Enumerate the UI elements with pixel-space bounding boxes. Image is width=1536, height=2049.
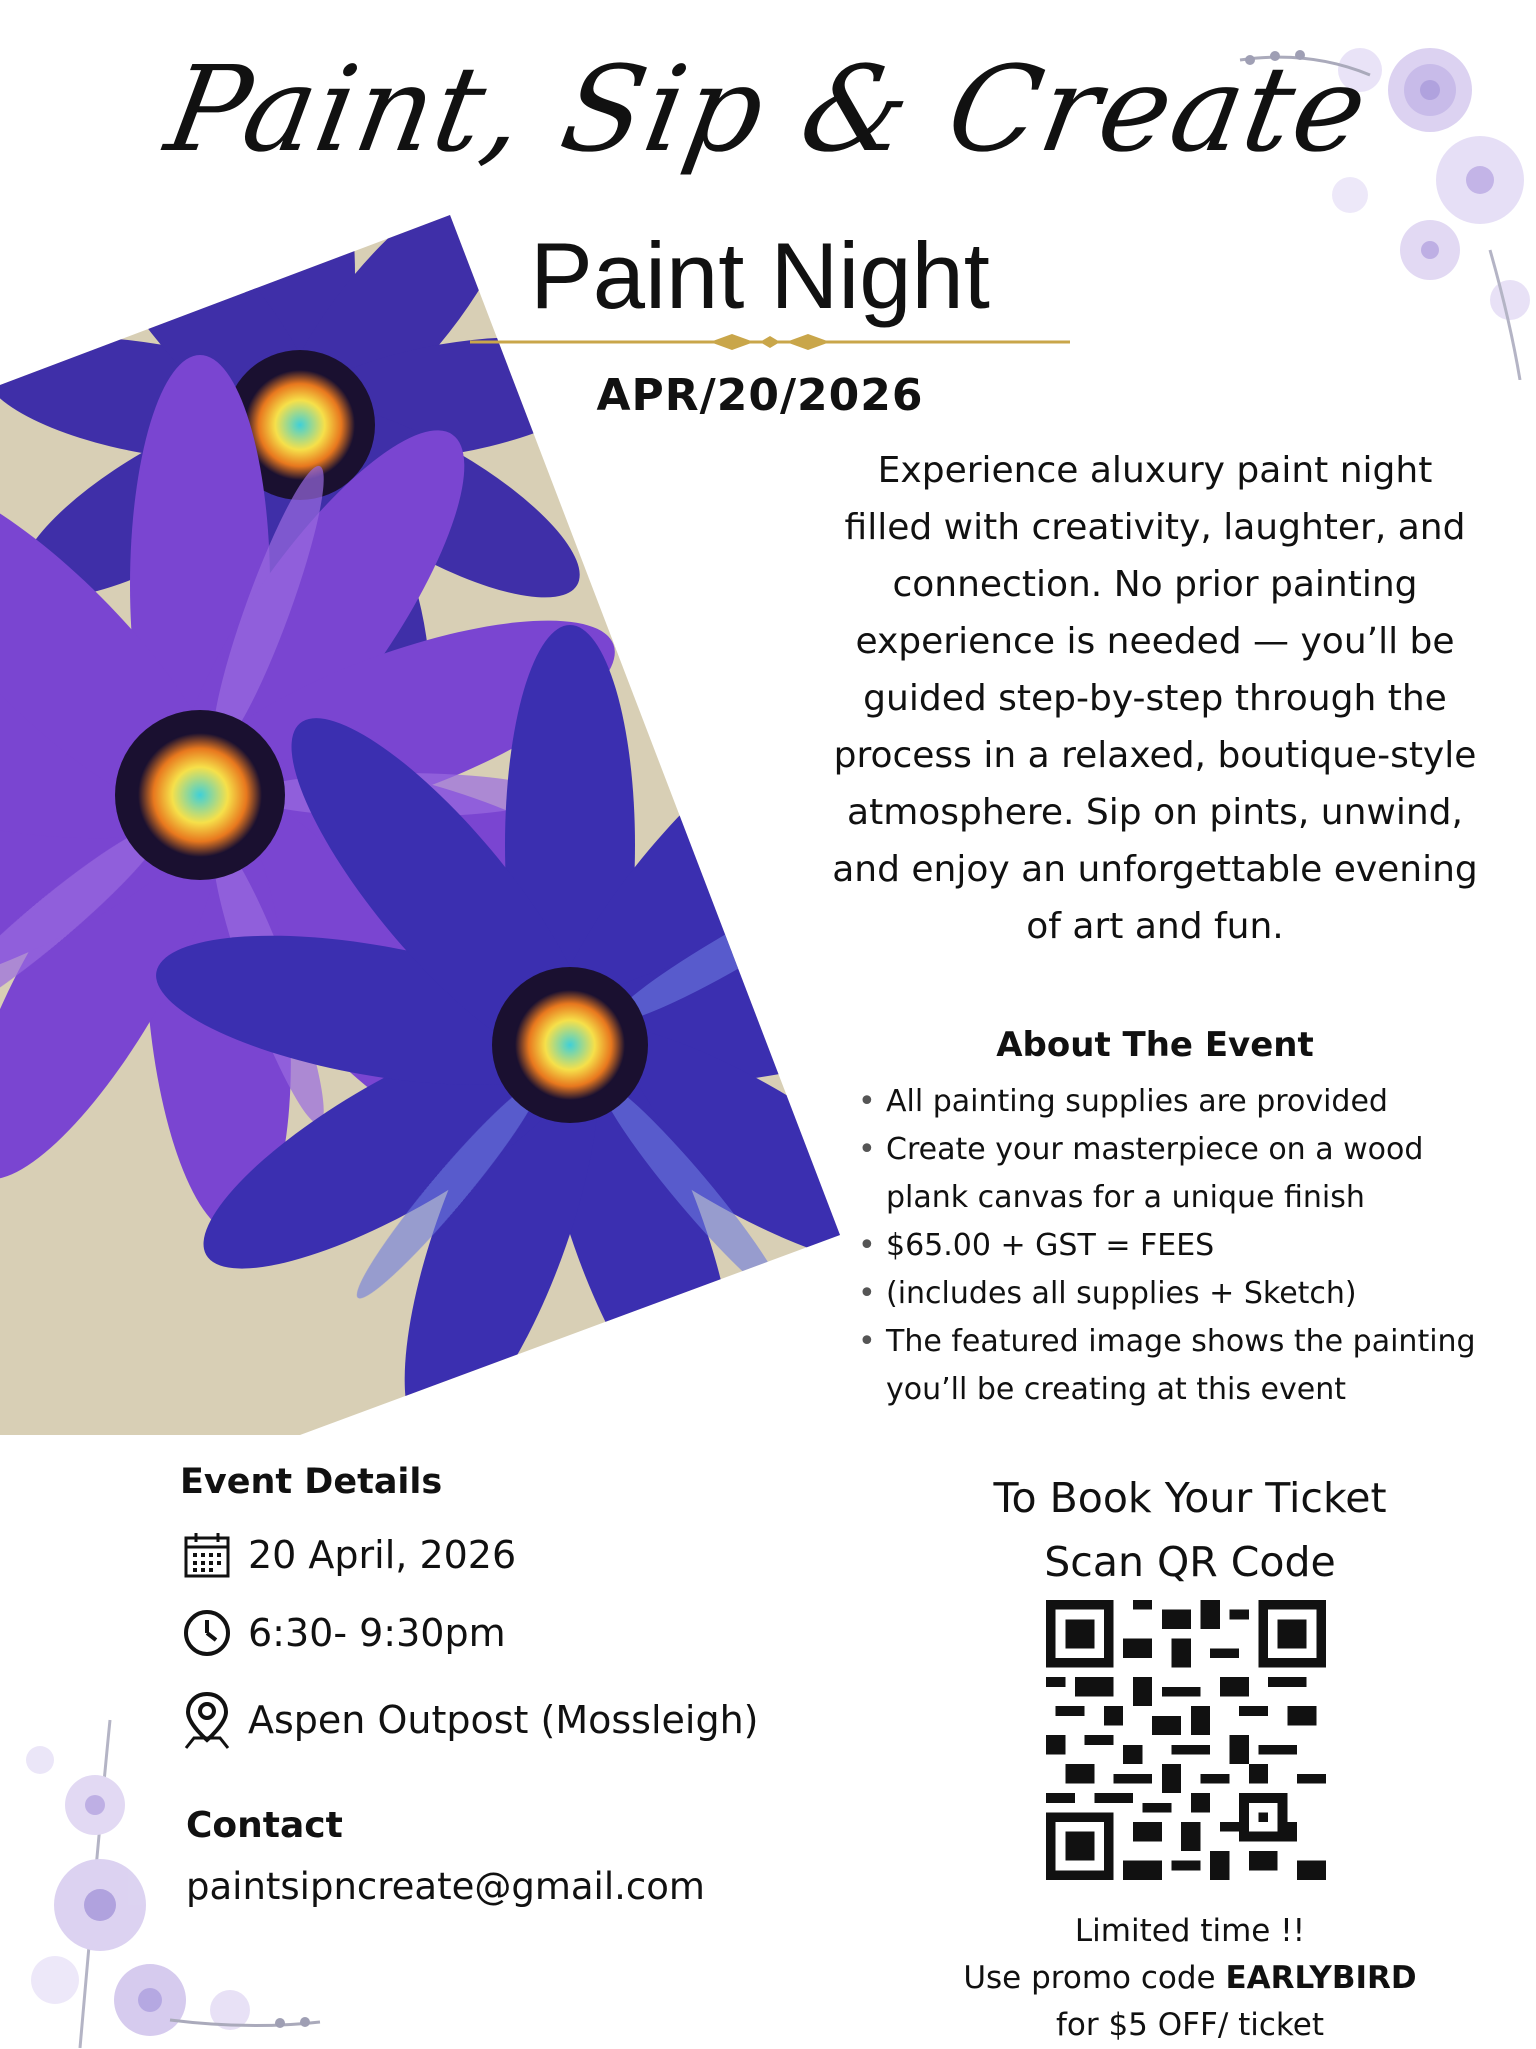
promo-block — [880, 1908, 1500, 2049]
script-title: Paint, Sip & Create — [157, 40, 1379, 178]
qr-code[interactable] — [1046, 1600, 1326, 1880]
booking-line-1: To Book Your Ticket — [993, 1474, 1387, 1522]
gold-divider — [470, 330, 1070, 354]
detail-location: Aspen Outpost (Mossleigh) — [248, 1698, 759, 1742]
promo-line-2 — [880, 1955, 1500, 2002]
about-item: • Create your masterpiece on a wood plank canvas for a unique finish — [858, 1126, 1478, 1222]
location-pin-icon — [182, 1690, 232, 1750]
promo-prefix: Use promo code — [963, 1960, 1226, 1996]
detail-time-row — [182, 1608, 506, 1658]
detail-location-row — [182, 1690, 758, 1750]
event-description: Experience aluxury paint night filled with creativity, laughter, and connection. No prior painting experience is needed — you’ll be guided step-by-step through the process in a relaxed, boutique-style atmosphere. Sip on pints, unwind, and enjoy an unforgettable evening of art and fun. — [832, 450, 1478, 947]
detail-time: 6:30- 9:30pm — [248, 1611, 506, 1655]
detail-date-row — [182, 1530, 516, 1580]
booking-line-2: Scan QR Code — [1044, 1538, 1336, 1586]
promo-line-1: Limited time !! — [1074, 1913, 1306, 1949]
clock-icon — [182, 1608, 232, 1658]
event-date-header: APR/20/2026 — [596, 370, 924, 421]
page-title: Paint Night — [530, 223, 990, 328]
about-item: • (includes all supplies + Sketch) — [858, 1270, 1478, 1318]
contact-email-link[interactable]: paintsipncreate@gmail.com — [186, 1865, 705, 1908]
about-list — [858, 1078, 1478, 1414]
about-heading: About The Event — [996, 1025, 1314, 1065]
contact-heading: Contact — [186, 1805, 343, 1846]
promo-line-3: for $5 OFF/ ticket — [1055, 2007, 1325, 2043]
detail-date: 20 April, 2026 — [248, 1533, 517, 1577]
about-item: • The featured image shows the painting you’ll be creating at this event — [858, 1318, 1478, 1414]
about-item: • $65.00 + GST = FEES — [858, 1222, 1478, 1270]
calendar-icon — [182, 1530, 232, 1580]
promo-code: EARLYBIRD — [1225, 1960, 1417, 1996]
about-item: • All painting supplies are provided — [858, 1078, 1478, 1126]
event-details-heading: Event Details — [180, 1462, 443, 1502]
